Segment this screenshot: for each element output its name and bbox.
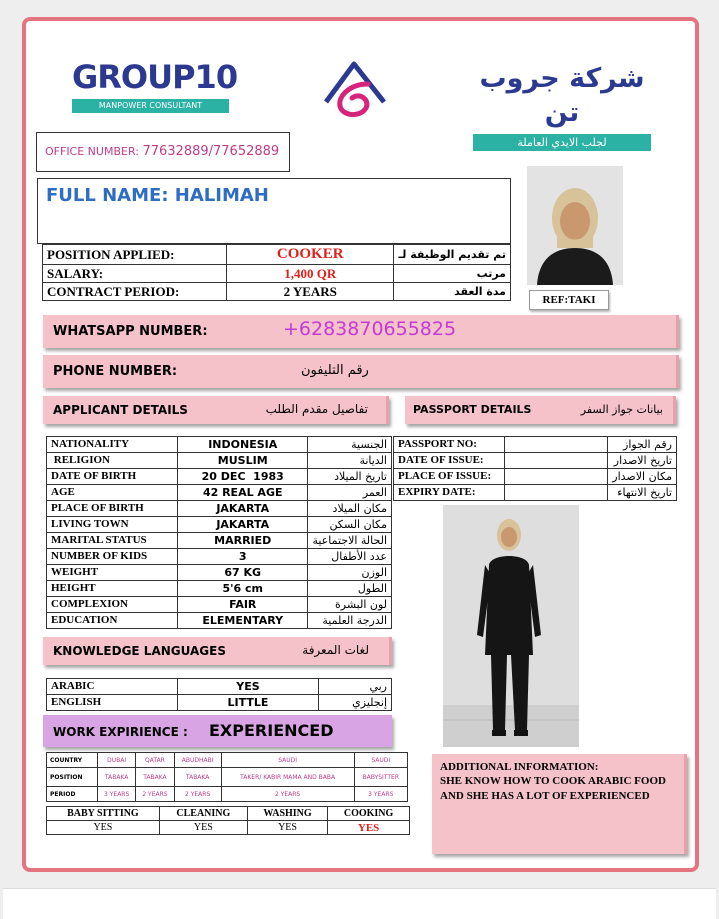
detail-value: JAKARTA [178, 517, 308, 533]
detail-row [47, 565, 392, 581]
detail-value: 5'6 cm [178, 581, 308, 597]
detail-value: MUSLIM [178, 453, 308, 469]
passport-field-value [505, 485, 608, 501]
passport-field-value [505, 453, 608, 469]
passport-row [394, 437, 677, 453]
passport-field-value [505, 437, 608, 453]
experience-cell: TABAKA [136, 768, 174, 787]
passport-field-label: PASSPORT NO: [394, 437, 505, 453]
detail-row [47, 549, 392, 565]
job-label: POSITION APPLIED: [43, 245, 227, 265]
detail-label: PLACE OF BIRTH [47, 501, 178, 517]
passport-row [394, 485, 677, 501]
experience-cell: TABAKA [98, 768, 136, 787]
experience-cell: TABAKA [174, 768, 221, 787]
detail-row [47, 485, 392, 501]
salary-value: 1,400 QR [227, 265, 394, 283]
detail-label: AGE [47, 485, 178, 501]
job-row [43, 265, 511, 283]
office-value: 77632889/77652889 [142, 144, 280, 159]
additional-text: SHE KNOW HOW TO COOK ARABIC FOOD AND SHE HAS A LOT OF EXPERIENCED [440, 775, 666, 802]
detail-value: 20 DEC 1983 [178, 469, 308, 485]
logo-tagline: MANPOWER CONSULTANT [72, 99, 229, 113]
detail-ar: تاريخ الميلاد [308, 469, 392, 485]
detail-value: 42 REAL AGE [178, 485, 308, 501]
passport-field-label: PLACE OF ISSUE: [394, 469, 505, 485]
job-table [42, 244, 511, 301]
phone-ar: رقم التليفون [301, 363, 369, 378]
skill-value: YES [247, 821, 327, 835]
experience-cell: SAUDI [354, 753, 407, 768]
experience-cell: BABYSITTER [354, 768, 407, 787]
detail-label: WEIGHT [47, 565, 178, 581]
experience-cell: ABUDHABI [174, 753, 221, 768]
office-label: OFFICE NUMBER: [45, 145, 139, 158]
experience-cell: 3 YEARS [354, 787, 407, 802]
experience-cell: 2 YEARS [136, 787, 174, 802]
position-value: COOKER [227, 245, 394, 265]
detail-ar: لون البشرة [308, 597, 392, 613]
language-label: ARABIC [47, 679, 178, 695]
whatsapp-value[interactable]: +6283870655825 [283, 318, 457, 340]
next-page-strip [3, 888, 716, 919]
arabic-logo-text: شركة جروب تن [479, 63, 645, 128]
skill-value: YES [159, 821, 247, 835]
applicant-ar: تفاصيل مقدم الطلب [265, 402, 368, 416]
detail-label: NUMBER OF KIDS [47, 549, 178, 565]
detail-label: LIVING TOWN [47, 517, 178, 533]
experience-cell: TAKER/ KABIR MAMA AND BABA [221, 768, 354, 787]
languages-table [46, 678, 392, 711]
detail-label: DATE OF BIRTH [47, 469, 178, 485]
work-value: EXPERIENCED [209, 721, 334, 740]
applicant-label: APPLICANT DETAILS [53, 403, 188, 417]
detail-ar: الطول [308, 581, 392, 597]
detail-ar: الحالة الاجتماعية [308, 533, 392, 549]
ref-label: REF:TAKI [542, 294, 596, 306]
detail-value: ELEMENTARY [178, 613, 308, 629]
passport-table [393, 436, 677, 501]
detail-row [47, 437, 392, 453]
skill-label: CLEANING [159, 807, 247, 821]
experience-row-position [47, 768, 408, 787]
language-ar: ربي [319, 679, 392, 695]
detail-row [47, 581, 392, 597]
skill-label: BABY SITTING [47, 807, 160, 821]
language-value: LITTLE [178, 695, 319, 711]
passport-field-label: EXPIRY DATE: [394, 485, 505, 501]
passport-field-ar: مكان الاصدار [608, 469, 677, 485]
job-label: CONTRACT PERIOD: [43, 283, 227, 301]
experience-cell: QATAR [136, 753, 174, 768]
skill-label: COOKING [328, 807, 410, 821]
detail-ar: الديانة [308, 453, 392, 469]
detail-row [47, 597, 392, 613]
passport-label: PASSPORT DETAILS [413, 403, 532, 416]
experience-row-label: POSITION [47, 768, 98, 787]
additional-title: ADDITIONAL INFORMATION: [440, 761, 599, 773]
detail-label: RELIGION [47, 453, 178, 469]
detail-ar: الجنسية [308, 437, 392, 453]
passport-field-value [505, 469, 608, 485]
applicant-table [46, 436, 392, 629]
company-emblem-icon [318, 58, 394, 120]
experience-row-label: COUNTRY [47, 753, 98, 768]
detail-row [47, 469, 392, 485]
experience-row-label: PERIOD [47, 787, 98, 802]
detail-value: 67 KG [178, 565, 308, 581]
detail-label: EDUCATION [47, 613, 178, 629]
experience-cell: 2 YEARS [174, 787, 221, 802]
experience-cell: 2 YEARS [221, 787, 354, 802]
detail-value: MARRIED [178, 533, 308, 549]
work-label: WORK EXPIRIENCE : [53, 725, 188, 739]
detail-ar: الوزن [308, 565, 392, 581]
logo-text: GROUP10 [72, 58, 238, 96]
detail-label: HEIGHT [47, 581, 178, 597]
passport-row [394, 469, 677, 485]
job-row [43, 245, 511, 265]
experience-row-period [47, 787, 408, 802]
experience-cell: SAUDI [221, 753, 354, 768]
whatsapp-label: WHATSAPP NUMBER: [53, 324, 208, 339]
group10-logo [72, 60, 237, 113]
work-experience-bar [43, 715, 392, 747]
phone-label: PHONE NUMBER: [53, 364, 178, 379]
additional-info-box [432, 754, 687, 854]
experience-cell: 3 YEARS [98, 787, 136, 802]
skill-value-cooking: YES [328, 821, 410, 835]
experience-row-country [47, 753, 408, 768]
language-row [47, 679, 392, 695]
skills-value-row [47, 821, 410, 835]
phone-bar [43, 355, 679, 388]
full-name-box [37, 178, 511, 244]
detail-value: JAKARTA [178, 501, 308, 517]
skills-header-row [47, 807, 410, 821]
applicant-details-bar [43, 396, 389, 424]
detail-row [47, 533, 392, 549]
job-ar: مدة العقد [394, 283, 511, 301]
detail-label: MARITAL STATUS [47, 533, 178, 549]
detail-row [47, 453, 392, 469]
skill-label: WASHING [247, 807, 327, 821]
skills-table [46, 806, 410, 835]
detail-row [47, 517, 392, 533]
detail-label: NATIONALITY [47, 437, 178, 453]
skill-value: YES [47, 821, 160, 835]
full-name: FULL NAME: HALIMAH [46, 185, 269, 206]
languages-ar: لغات المعرفة [302, 643, 369, 657]
experience-cell: DUBAI [98, 753, 136, 768]
job-ar: تم تقديم الوظيفة لـ [394, 245, 511, 265]
language-ar: إنجليزي [319, 695, 392, 711]
detail-ar: مكان السكن [308, 517, 392, 533]
full-body-photo [443, 505, 579, 747]
experience-table [46, 752, 408, 802]
passport-field-label: DATE OF ISSUE: [394, 453, 505, 469]
languages-bar [43, 637, 392, 665]
detail-value: FAIR [178, 597, 308, 613]
detail-value: INDONESIA [178, 437, 308, 453]
passport-field-ar: رقم الجواز [608, 437, 677, 453]
language-row [47, 695, 392, 711]
detail-ar: مكان الميلاد [308, 501, 392, 517]
language-label: ENGLISH [47, 695, 178, 711]
detail-ar: عدد الأطفال [308, 549, 392, 565]
job-ar: مرتب [394, 265, 511, 283]
passport-details-bar [405, 396, 676, 424]
detail-ar: الدرجة العلمية [308, 613, 392, 629]
job-row [43, 283, 511, 301]
job-label: SALARY: [43, 265, 227, 283]
office-number-box [36, 132, 290, 172]
passport-row [394, 453, 677, 469]
detail-ar: العمر [308, 485, 392, 501]
passport-field-ar: تاريخ الانتهاء [608, 485, 677, 501]
detail-row [47, 501, 392, 517]
arabic-logo-tagline: لجلب الايدي العاملة [473, 134, 651, 151]
detail-row [47, 613, 392, 629]
language-value: YES [178, 679, 319, 695]
arabic-logo [473, 62, 651, 151]
contract-value: 2 YEARS [227, 283, 394, 301]
passport-field-ar: تاريخ الاصدار [608, 453, 677, 469]
detail-label: COMPLEXION [47, 597, 178, 613]
whatsapp-bar [43, 315, 679, 348]
languages-label: KNOWLEDGE LANGUAGES [53, 644, 226, 658]
portrait-photo [527, 166, 623, 285]
ref-box [529, 290, 609, 310]
passport-ar: بيانات جواز السفر [580, 403, 663, 416]
detail-value: 3 [178, 549, 308, 565]
